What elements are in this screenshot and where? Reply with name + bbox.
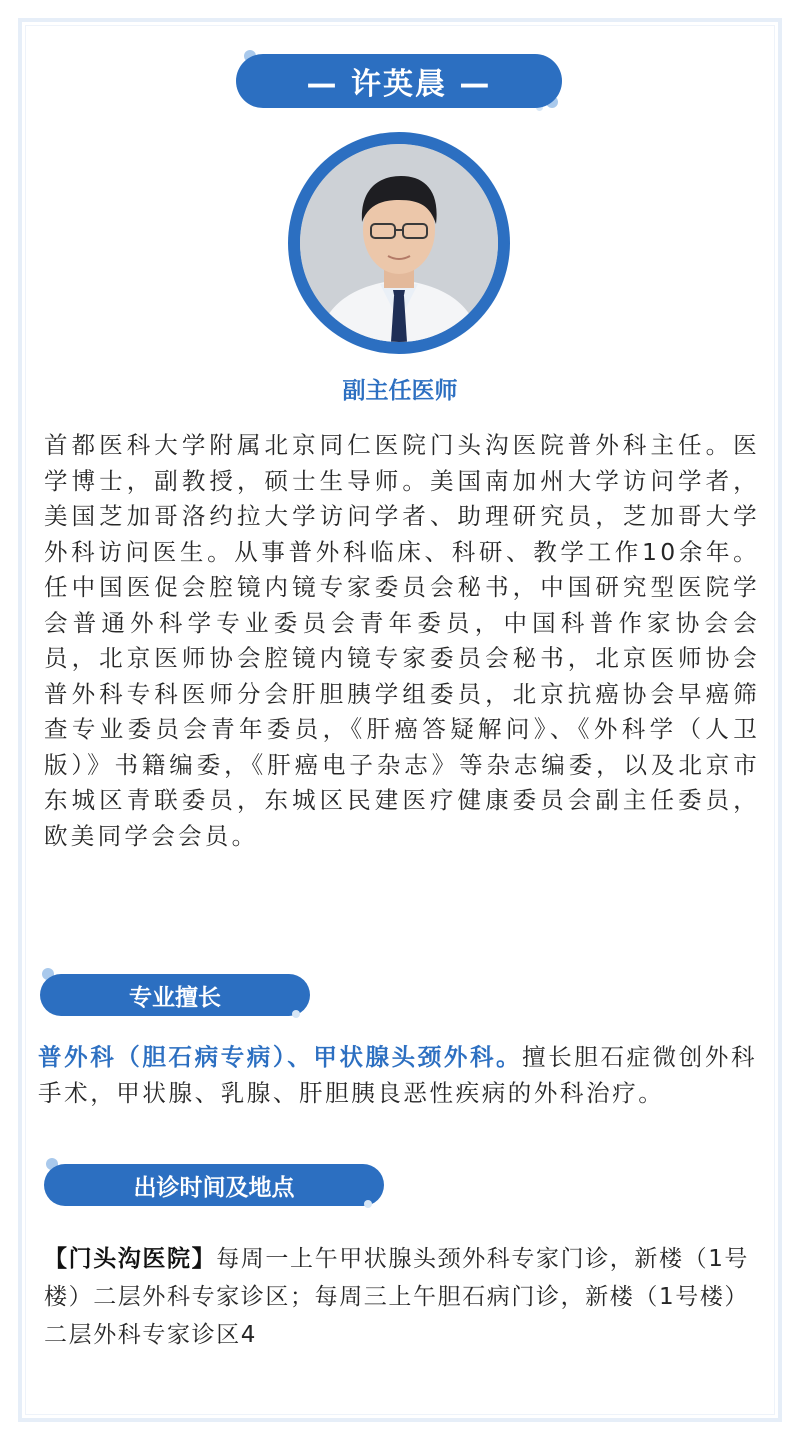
avatar — [288, 132, 510, 354]
doctor-title: 副主任医师 — [342, 378, 458, 404]
specialty-description: 擅长胆石症微创外科手术，甲状腺、乳腺、肝胆胰良恶性疾病的外科治疗。 — [38, 1043, 758, 1107]
doctor-name-banner: — 许英晨 — — [236, 54, 562, 108]
section-heading-specialty: 专业擅长 — [40, 974, 310, 1016]
doctor-portrait-icon — [300, 144, 498, 342]
decor-dot — [364, 1200, 372, 1208]
clinic-schedule — [44, 1240, 760, 1354]
specialty-text — [38, 1040, 760, 1111]
clinic-schedule-text: 每周一上午甲状腺头颈外科专家门诊，新楼（1号楼）二层外科专家诊区；每周三上午胆石病门诊，新楼（1号楼）二层外科专家诊区4 — [44, 1246, 750, 1348]
clinic-location: 【门头沟医院】 — [44, 1246, 217, 1272]
doctor-bio: 首都医科大学附属北京同仁医院门头沟医院普外科主任。医学博士，副教授，硕士生导师。美国南加州大学访问学者，美国芝加哥洛约拉大学访问学者、助理研究员，芝加哥大学外科访问医生。从事普外科临床、科研、教学工作10余年。任中国医促会腔镜内镜专家委员会秘书，中国研究型医院学会普通外科学专业委员会青年委员，中国科普作家协会会员，北京医师协会腔镜内镜专家委员会秘书，北京医师协会普外科专科医师分会肝胆胰学组委员，北京抗癌协会早癌筛查专业委员会青年委员，《肝癌答疑解问》、《外科学（人卫版）》书籍编委，《肝癌电子杂志》等杂志编委，以及北京市东城区青联委员，东城区民建医疗健康委员会副主任委员，欧美同学会会员。 — [44, 431, 760, 850]
decor-dot — [292, 1010, 300, 1018]
section-heading-clinic: 出诊时间及地点 — [44, 1164, 384, 1206]
specialty-highlight: 普外科（胆石病专病）、甲状腺头颈外科。 — [38, 1043, 523, 1071]
